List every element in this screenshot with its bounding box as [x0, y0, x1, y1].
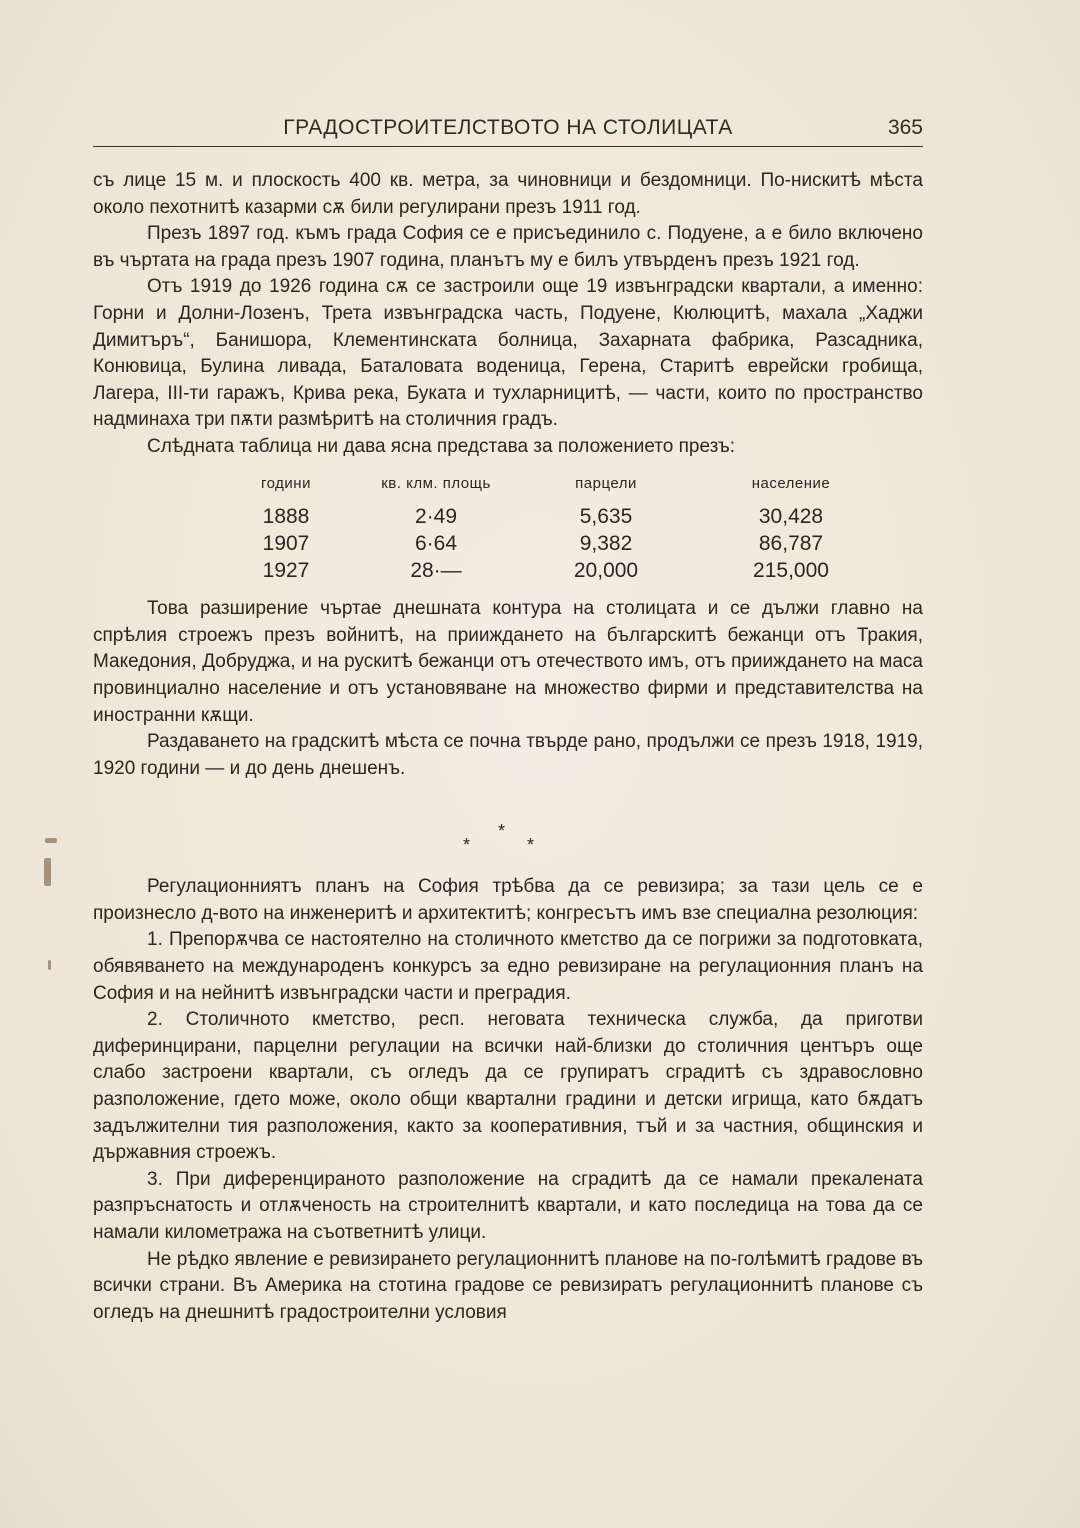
paragraph: Раздаването на градскитѣ мѣста се почна твърде рано, продължи се презъ 1918, 1919, 1920 години — и до день днешенъ. — [93, 731, 923, 779]
table-cell: 215,000 — [753, 559, 829, 583]
paragraph: Не рѣдко явление е ревизирането регулационнитѣ планове на по-голѣмитѣ градове въ всички страни. Въ Америка на стотина градове се ревизиратъ регулационнитѣ планове съ огледъ на днешнитѣ градостроителни условия — [93, 1248, 923, 1323]
table-header-row — [221, 471, 921, 498]
paragraph: съ лице 15 м. и плоскость 400 кв. метра, за чиновници и бездомници. По-нискитѣ мѣста около пехотнитѣ казарми сѫ били регулирани презъ 1911 год. — [93, 170, 923, 218]
paragraph: Отъ 1919 до 1926 година сѫ се застроили още 19 извънградски квартали, а именно: Горни и Долни-Лозенъ, Трета извънградска часть, Подуене, Кюлюцитѣ, махала „Хаджи Димитъръ“, Банишора, Клементинската болница, Захарната фабрика, Разсадника, Конювица, Булина ливада, Баталовата воденица, Герена, Старитѣ еврейски гробища, Лагера, III-ти гаражъ, Крива река, Буката и тухларницитѣ, — части, които по пространство надминаха три пѫти размѣритѣ на столичния градъ. — [93, 276, 923, 431]
table-cell: 1927 — [262, 559, 310, 583]
column-header: парцели — [575, 474, 637, 492]
table-cell: 28·— — [410, 559, 462, 583]
paragraph: Презъ 1897 год. къмъ града София се е присъединило с. Подуене, а е било включено въ чъртата на града презъ 1907 година, планътъ му е билъ утвърденъ презъ 1921 год. — [93, 223, 923, 271]
paragraph: Регулационниятъ планъ на София трѣбва да се ревизира; за тази цель се е произнесло д-вото на инженеритѣ и архитектитѣ; конгресътъ имъ взе специална резолюция: — [93, 876, 923, 924]
separator-star: * — [498, 821, 506, 842]
table-cell: 86,787 — [758, 532, 824, 556]
table-cell: 1907 — [262, 532, 310, 556]
table-cell: 5,635 — [579, 505, 633, 529]
header-title: ГРАДОСТРОИТЕЛСТВОТО НА СТОЛИЦАТА — [283, 116, 733, 139]
table-row — [221, 530, 921, 557]
column-header: години — [261, 474, 311, 492]
separator-star: * — [527, 835, 535, 856]
table-cell: 9,382 — [579, 532, 633, 556]
paragraph: Това разширение чъртае днешната контура на столицата и се дължи главно на спрѣлия строежъ презъ войнитѣ, на прииждането на българскитѣ бежанци отъ Тракия, Македония, Добруджа, и на рускитѣ бежанци отъ отечеството имъ, отъ прииждането на маса провинциално население и отъ установяване на множество фирми и представителства на иностранни кѫщи. — [93, 598, 923, 726]
table-cell: 30,428 — [758, 505, 824, 529]
column-header: кв. клм. площь — [381, 474, 491, 492]
list-item: 1. Препорѫчва се настоятелно на столичното кметство да се погрижи за подготовката, обявяването на международенъ конкурсъ за едно ревизиране на регулационния планъ на София и на нейнитѣ извънградски части и преградия. — [93, 929, 923, 1004]
table-cell: 2·49 — [414, 505, 458, 529]
section-separator — [93, 782, 923, 874]
table-cell: 1888 — [262, 505, 310, 529]
body-text — [93, 168, 923, 1326]
column-header: население — [751, 474, 831, 492]
page-number: 365 — [887, 116, 923, 139]
margin-mark — [48, 960, 51, 970]
margin-mark — [45, 838, 57, 843]
table-row — [221, 557, 921, 584]
table-cell: 6·64 — [414, 532, 458, 556]
table-cell: 20,000 — [573, 559, 639, 583]
list-item: 2. Столичното кметство, респ. неговата техническа служба, да приготви диферинцирани, парцелни регулации на всички най-близки до столичния центъръ още слабо застроени квартали, съ огледъ да се групиратъ сградитѣ съ здравословно разположение, гдето може, около общи квартални градини и детски игрища, като бѫдатъ задължителни тия разположения, както за кооперативния, тъй и за частния, общинския и държавния строежъ. — [93, 1009, 923, 1164]
list-item: 3. При диференцираното разположение на сградитѣ да се намали прекалената разпръснатость и отлѫченость на строителнитѣ квартали, и като последица на това да се намали километража на съответнитѣ улици. — [93, 1168, 923, 1243]
margin-mark — [44, 858, 51, 886]
table-row — [221, 503, 921, 530]
running-header — [93, 112, 923, 147]
paragraph: Слѣдната таблица ни дава ясна представа за положението презъ: — [147, 435, 736, 457]
separator-star: * — [463, 835, 471, 856]
statistics-table — [221, 471, 921, 585]
